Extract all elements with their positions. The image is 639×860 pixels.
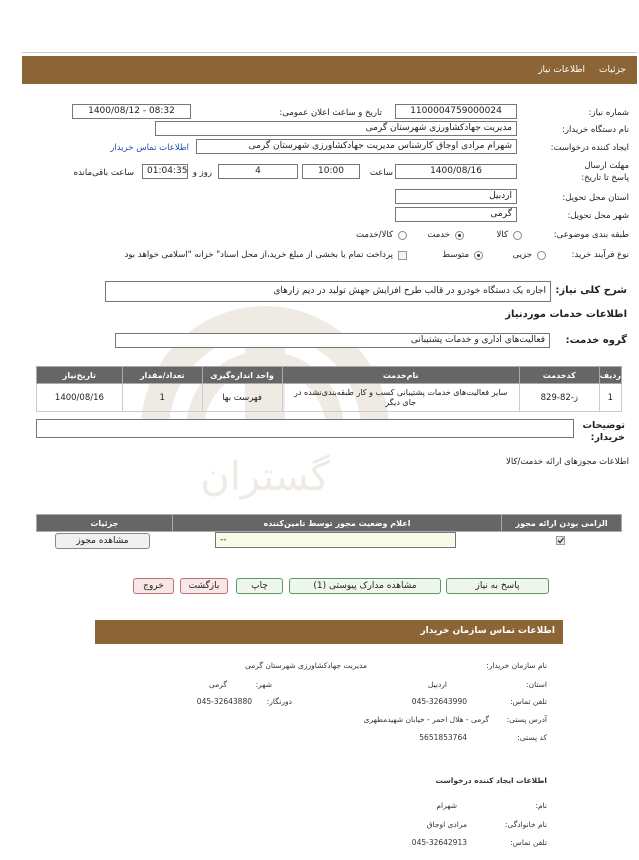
first-name-value: شهرام	[436, 801, 457, 810]
process-option-minor: جزیی	[512, 250, 532, 260]
services-table	[36, 366, 622, 412]
col-permit-status: اعلام وضعیت مجوز توسط تامین‌کننده	[172, 515, 501, 532]
delivery-province-label: استان محل تحویل:	[562, 193, 629, 203]
tab-need-info[interactable]: اطلاعات نیاز	[538, 65, 585, 75]
process-label: نوع فرآیند خرید:	[571, 250, 629, 260]
contact-section-title: اطلاعات تماس سازمان خریدار	[420, 626, 555, 636]
cell-service-name: سایر فعالیت‌های خدمات پشتیبانی کسب و کار طبقه‌بندی‌نشده در جای دیگر	[282, 384, 519, 412]
summary-field[interactable]: اجاره یک دستگاه خودرو در قالب طرح افزایش جهش تولید در دیم زارهای	[105, 281, 551, 302]
col-service-code: کدخدمت	[519, 367, 599, 384]
category-option-goods: کالا	[496, 230, 508, 240]
service-group-field[interactable]: فعالیت‌های اداری و خدمات پشتیبانی	[115, 333, 550, 348]
summary-label: شرح کلی نیاز:	[555, 285, 627, 296]
permit-required-checkbox	[556, 536, 565, 545]
first-name-label: نام:	[535, 801, 547, 810]
days-field[interactable]: 4	[218, 164, 298, 179]
view-permit-button[interactable]: مشاهده مجوز	[55, 533, 150, 549]
col-need-date: تاریخ‌نیاز	[37, 367, 123, 384]
category-radio-service[interactable]	[455, 231, 464, 240]
buyer-notes-label: توضیحات خریدار:	[582, 420, 625, 443]
deadline-time-field[interactable]: 10:00	[302, 164, 360, 179]
last-name-label: نام خانوادگی:	[504, 820, 547, 829]
process-radio-minor[interactable]	[537, 251, 546, 260]
cell-unit: فهرست بها	[202, 384, 282, 412]
delivery-city-field[interactable]: گرمی	[395, 207, 517, 222]
cell-quantity: 1	[122, 384, 202, 412]
cell-need-date: 1400/08/16	[37, 384, 123, 412]
permit-status-field[interactable]: --	[215, 532, 456, 548]
need-number-label: شماره نیاز:	[588, 108, 629, 118]
cell-service-code: ز-82-829	[519, 384, 599, 412]
remaining-label: ساعت باقی‌مانده	[73, 168, 134, 178]
category-label: طبقه بندی موضوعی:	[553, 230, 629, 240]
buyer-contact-link[interactable]: اطلاعات تماس خریدار	[110, 143, 189, 153]
creator-section-title: اطلاعات ایجاد کننده درخواست	[435, 776, 547, 785]
time-label: ساعت	[369, 168, 393, 178]
buyer-notes-field[interactable]	[36, 419, 574, 438]
remaining-time-field[interactable]: 01:04:35	[142, 164, 188, 179]
province-label: استان:	[526, 680, 547, 689]
cell-row: 1	[599, 384, 621, 412]
service-group-label: گروه خدمت:	[565, 335, 627, 346]
org-name-label: نام سازمان خریدار:	[486, 661, 547, 670]
category-option-goods-service: کالا/خدمت	[356, 230, 393, 240]
process-radio-medium[interactable]	[474, 251, 483, 260]
category-option-service: خدمت	[427, 230, 450, 240]
deadline-date-field[interactable]: 1400/08/16	[395, 164, 517, 179]
col-quantity: تعداد/مقدار	[122, 367, 202, 384]
view-docs-button[interactable]: مشاهده مدارک پیوستی (1)	[289, 578, 441, 594]
creator-label: ایجاد کننده درخواست:	[550, 143, 629, 153]
delivery-city-label: شهر محل تحویل:	[567, 211, 629, 221]
print-button[interactable]: چاپ	[236, 578, 283, 594]
tab-details[interactable]: جزئیات	[599, 65, 626, 75]
watermark-text: گستران	[200, 454, 330, 500]
respond-button[interactable]: پاسخ به نیاز	[446, 578, 549, 594]
address-label: آدرس پستی:	[506, 715, 547, 724]
city-label: شهر:	[255, 680, 272, 689]
buyer-org-label: نام دستگاه خریدار:	[562, 125, 629, 135]
postal-label: کد پستی:	[517, 733, 547, 742]
services-section-title: اطلاعات خدمات موردنیاز	[505, 309, 627, 320]
creator-field[interactable]: شهرام مرادی اوجاق کارشناس مدیریت جهادکشاورزی شهرستان گرمی	[196, 139, 517, 154]
buyer-org-field[interactable]: مدیریت جهادکشاورزی شهرستان گرمی	[155, 121, 517, 136]
col-service-name: نام‌خدمت	[282, 367, 519, 384]
category-radio-goods-service[interactable]	[398, 231, 407, 240]
header-divider	[22, 52, 637, 53]
org-name-value: مدیریت جهادکشاورزی شهرستان گرمی	[245, 661, 367, 670]
col-row: ردیف	[599, 367, 621, 384]
creator-phone-value: 045-32642913	[411, 838, 467, 847]
col-permit-required: الزامی بودن ارائه مجوز	[502, 515, 622, 532]
need-number-field[interactable]: 1100004759000024	[395, 104, 517, 119]
province-value: اردبیل	[427, 680, 447, 689]
delivery-province-field[interactable]: اردبیل	[395, 189, 517, 204]
permits-title: اطلاعات مجوزهای ارائه خدمت/کالا	[506, 457, 629, 467]
check-icon	[556, 536, 565, 545]
address-value: گرمی - هلال احمر - خیابان شهیدمطهری	[363, 715, 489, 724]
city-value: گرمی	[209, 680, 227, 689]
creator-phone-label: تلفن تماس:	[510, 838, 547, 847]
back-button[interactable]: بازگشت	[180, 578, 228, 594]
col-unit: واحد اندازه‌گیری	[202, 367, 282, 384]
tab-bar	[22, 56, 637, 84]
col-details: جزئیات	[37, 515, 173, 532]
exit-button[interactable]: خروج	[133, 578, 174, 594]
process-option-medium: متوسط	[442, 250, 469, 260]
fax-value: 045-32643880	[196, 697, 252, 706]
fax-label: دورنگار:	[266, 697, 292, 706]
payment-note: پرداخت تمام یا بخشی از مبلغ خرید،از محل اسناد" خزانه "اسلامی خواهد بود	[124, 250, 393, 260]
category-radio-goods[interactable]	[513, 231, 522, 240]
table-row	[37, 384, 622, 412]
deadline-label: مهلت ارسال پاسخ تا تاریخ:	[581, 161, 629, 183]
days-label: روز و	[192, 168, 212, 178]
postal-value: 5651853764	[419, 733, 467, 742]
announce-label: تاریخ و ساعت اعلان عمومی:	[279, 108, 382, 118]
announce-field[interactable]: 1400/08/12 - 08:32	[72, 104, 191, 119]
phone-label: تلفن تماس:	[510, 697, 547, 706]
contact-section-header	[95, 620, 563, 644]
last-name-value: مرادی اوجاق	[426, 820, 467, 829]
phone-value: 045-32643990	[411, 697, 467, 706]
payment-checkbox[interactable]	[398, 251, 407, 260]
